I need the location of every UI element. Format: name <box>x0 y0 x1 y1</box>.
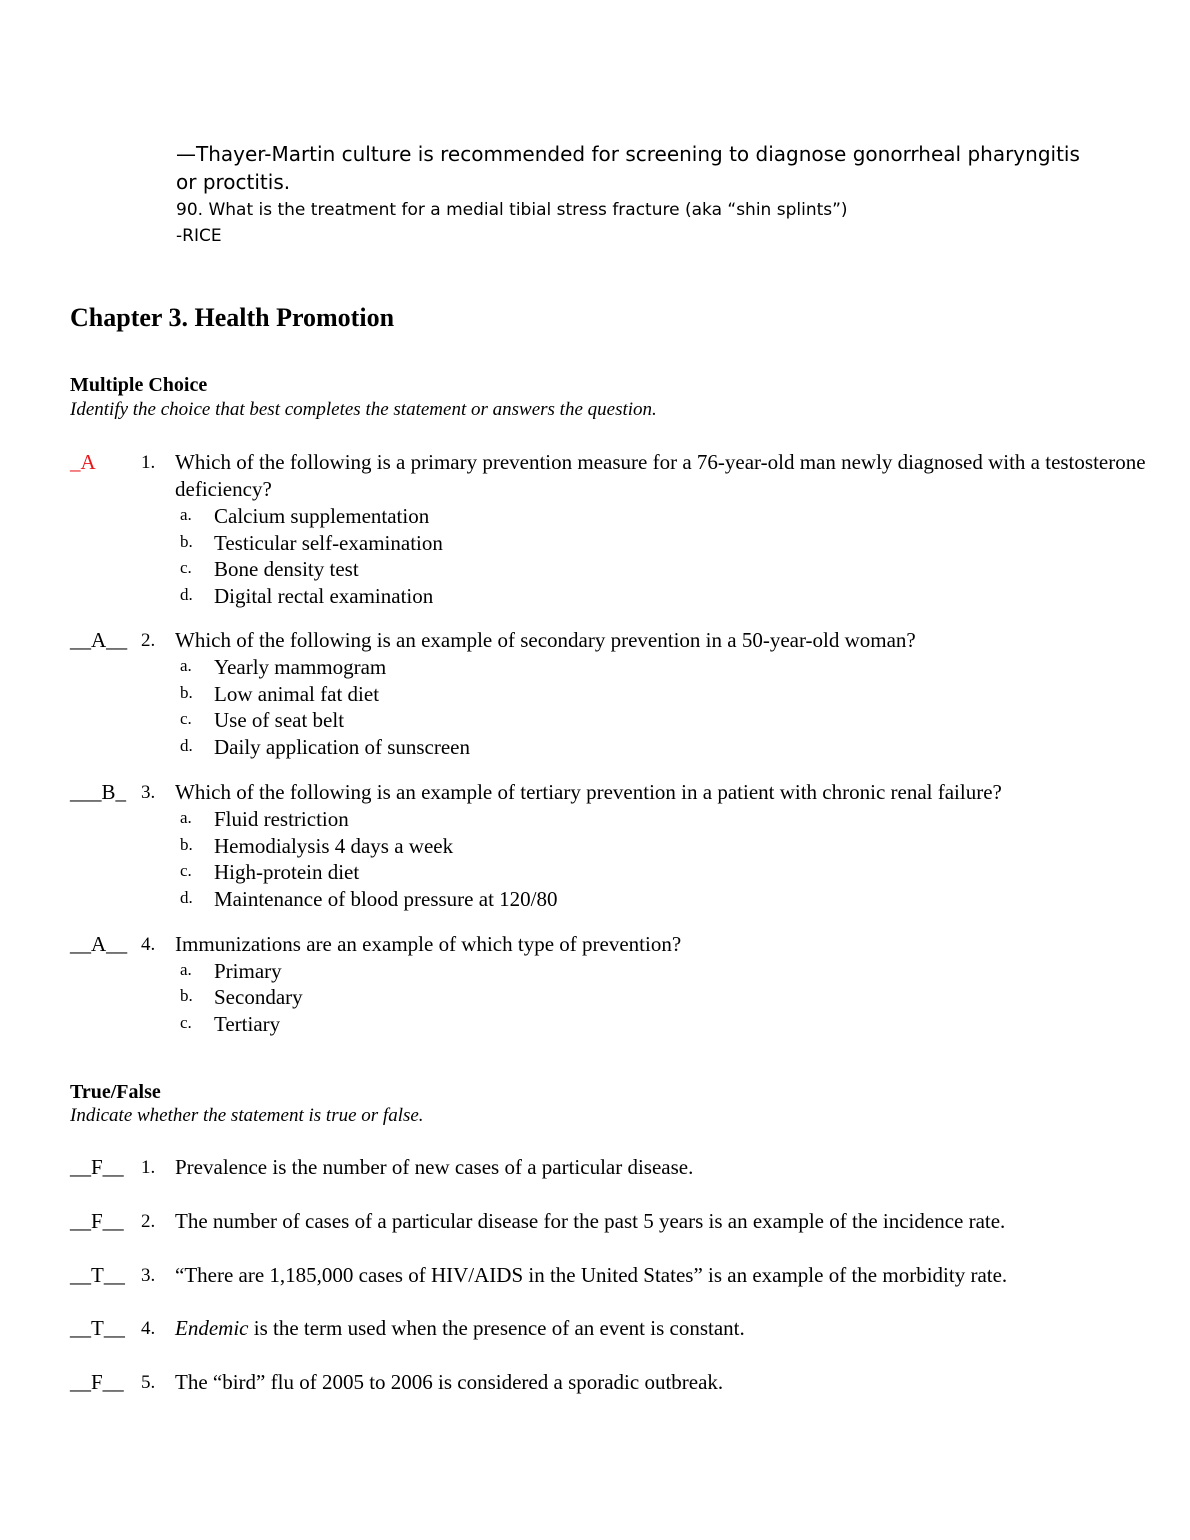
answer-blank: __F__ <box>70 1209 124 1233</box>
option-b <box>0 530 1190 557</box>
option-c <box>0 707 1190 734</box>
option-letter: a. <box>180 960 192 979</box>
question-text: The “bird” flu of 2005 to 2006 is considered a sporadic outbreak. <box>175 1370 724 1394</box>
answer-blank: __F__ <box>70 1155 124 1179</box>
question-number: 5. <box>141 1372 156 1393</box>
option-text: Secondary <box>214 985 303 1009</box>
question-number: 1. <box>141 1157 156 1178</box>
option-d <box>0 886 1190 913</box>
option-letter: d. <box>180 585 193 604</box>
question-text: Which of the following is an example of tertiary prevention in a patient with chronic renal failure? <box>175 780 1002 804</box>
option-a <box>0 503 1190 530</box>
option-a <box>0 654 1190 681</box>
option-letter: a. <box>180 505 192 524</box>
answer-blank: __F__ <box>70 1370 124 1394</box>
option-text: Low animal fat diet <box>214 682 380 706</box>
question-text: Immunizations are an example of which type of prevention? <box>175 932 682 956</box>
option-letter: d. <box>180 736 193 755</box>
answer-blank: ___B_ <box>70 780 127 804</box>
emphasized-term: Endemic <box>175 1316 249 1340</box>
question-text-rest: is the term used when the presence of an event is constant. <box>248 1316 745 1340</box>
option-letter: b. <box>180 835 193 854</box>
option-letter: c. <box>180 558 192 577</box>
answer-blank: __A__ <box>70 932 128 956</box>
note-question-90: 90. What is the treatment for a medial tibial stress fracture (aka “shin splints”) <box>176 200 848 220</box>
answer-blank: _A <box>70 450 96 474</box>
option-letter: c. <box>180 709 192 728</box>
question-text: Which of the following is a primary prevention measure for a 76-year-old man newly diagnosed with a testosterone deficiency? <box>175 450 1146 501</box>
option-text: High-protein diet <box>214 860 360 884</box>
question-number: 3. <box>141 1265 156 1286</box>
option-b <box>0 833 1190 860</box>
option-letter: b. <box>180 986 193 1005</box>
option-d <box>0 583 1190 610</box>
option-d <box>0 734 1190 761</box>
option-text: Tertiary <box>214 1012 281 1036</box>
question-text: Prevalence is the number of new cases of a particular disease. <box>175 1155 694 1179</box>
answer-blank: __T__ <box>70 1316 125 1340</box>
question-number: 4. <box>141 1318 156 1339</box>
question-number: 2. <box>141 1211 156 1232</box>
option-c <box>0 556 1190 583</box>
option-letter: a. <box>180 808 192 827</box>
option-text: Testicular self-examination <box>214 531 443 555</box>
option-text: Fluid restriction <box>214 807 349 831</box>
option-letter: d. <box>180 888 193 907</box>
question-text: “There are 1,185,000 cases of HIV/AIDS in the United States” is an example of the morbidity rate. <box>175 1263 1008 1287</box>
note-thayer-martin: —Thayer-Martin culture is recommended for screening to diagnose gonorrheal pharyngitis or proctitis. <box>176 142 1080 194</box>
chapter-title: Chapter 3. Health Promotion <box>70 303 395 332</box>
answer-blank: __A__ <box>70 628 128 652</box>
question-number: 2. <box>141 630 156 651</box>
option-b <box>0 681 1190 708</box>
option-letter: b. <box>180 532 193 551</box>
option-text: Primary <box>214 959 282 983</box>
option-text: Use of seat belt <box>214 708 345 732</box>
true-false-instruction: Indicate whether the statement is true or false. <box>70 1105 424 1126</box>
question-number: 1. <box>141 452 156 473</box>
option-b <box>0 984 1190 1011</box>
note-question-90-answer: -RICE <box>176 226 222 246</box>
option-c <box>0 859 1190 886</box>
multiple-choice-instruction: Identify the choice that best completes the statement or answers the question. <box>70 399 657 420</box>
option-text: Daily application of sunscreen <box>214 735 470 759</box>
multiple-choice-title: Multiple Choice <box>70 374 208 396</box>
option-a <box>0 806 1190 833</box>
option-text: Hemodialysis 4 days a week <box>214 834 454 858</box>
question-text: Which of the following is an example of secondary prevention in a 50-year-old woman? <box>175 628 916 652</box>
option-letter: a. <box>180 656 192 675</box>
answer-blank: __T__ <box>70 1263 125 1287</box>
option-text: Digital rectal examination <box>214 584 434 608</box>
option-text: Yearly mammogram <box>214 655 387 679</box>
option-letter: c. <box>180 1013 192 1032</box>
true-false-title: True/False <box>70 1081 161 1103</box>
option-text: Maintenance of blood pressure at 120/80 <box>214 887 558 911</box>
option-text: Bone density test <box>214 557 359 581</box>
option-letter: b. <box>180 683 193 702</box>
question-number: 4. <box>141 934 156 955</box>
question-text <box>175 1315 1175 1342</box>
option-c <box>0 1011 1190 1038</box>
option-text: Calcium supplementation <box>214 504 430 528</box>
option-a <box>0 958 1190 985</box>
question-number: 3. <box>141 782 156 803</box>
option-letter: c. <box>180 861 192 880</box>
question-text: The number of cases of a particular disease for the past 5 years is an example of the incidence rate. <box>175 1209 1006 1233</box>
